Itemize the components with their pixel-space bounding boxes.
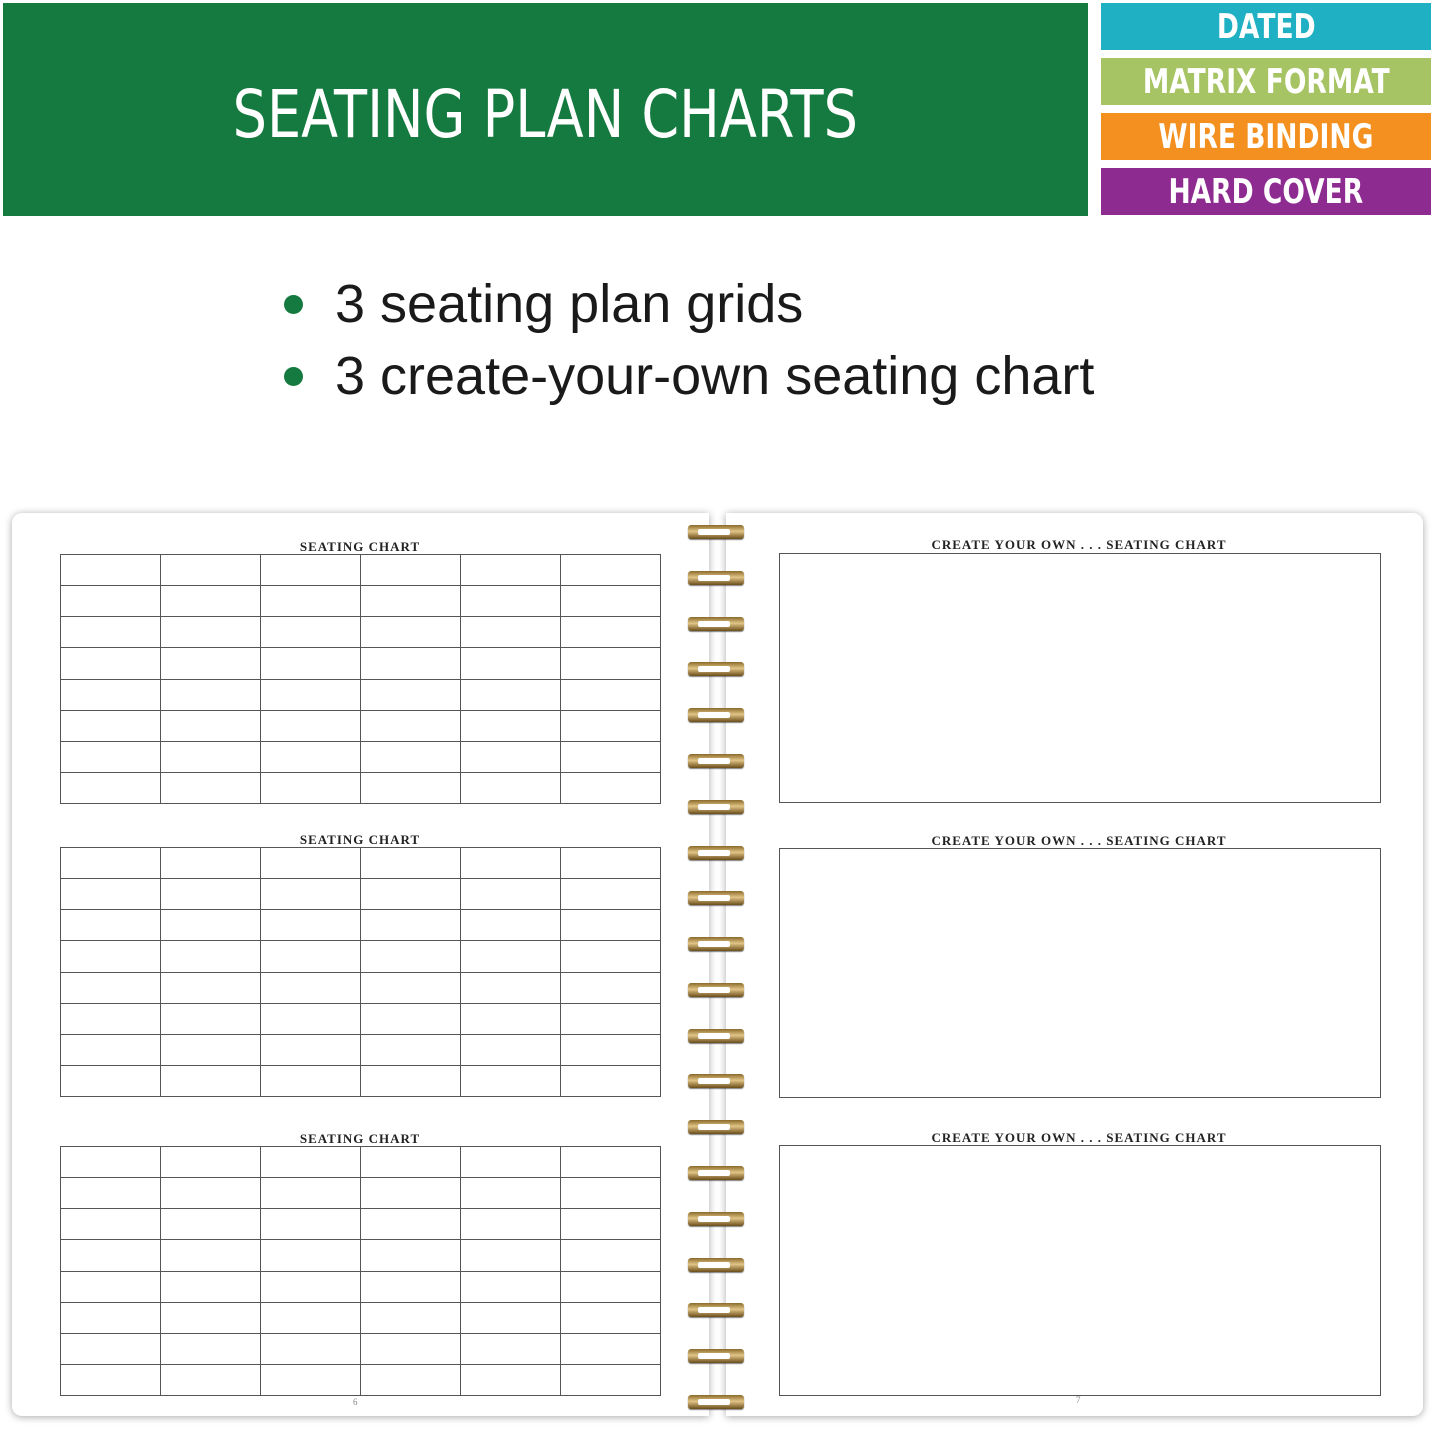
grid-cell [261,617,361,648]
grid-cell [461,848,561,879]
grid-row [61,1034,661,1065]
create-your-own-title: CREATE YOUR OWN . . . SEATING CHART [931,833,1227,848]
grid-cell [361,555,461,586]
grid-cell [361,679,461,710]
grid-cell [261,848,361,879]
grid-cell [561,555,661,586]
grid-cell [361,617,461,648]
grid-row [61,648,661,679]
grid-row [61,972,661,1003]
grid-cell [261,879,361,910]
grid-cell [261,710,361,741]
seating-chart-title: SEATING CHART [299,1131,421,1146]
grid-row [61,941,661,972]
grid-cell [461,741,561,772]
banner-title: SEATING PLAN CHARTS [232,76,859,153]
grid-cell [61,1333,161,1364]
grid-cell [61,617,161,648]
grid-cell [361,972,461,1003]
grid-cell [261,1178,361,1209]
grid-cell [161,848,261,879]
grid-cell [61,879,161,910]
spiral-coil-icon [686,523,750,543]
grid-cell [161,1003,261,1034]
grid-cell [161,555,261,586]
grid-cell [161,1364,261,1395]
grid-cell [561,848,661,879]
grid-cell [561,1178,661,1209]
seating-grid [60,847,661,1097]
grid-cell [561,910,661,941]
grid-cell [361,1364,461,1395]
grid-cell [461,1209,561,1240]
grid-cell [361,1333,461,1364]
spiral-coil-icon [686,706,750,726]
spiral-coil-icon [686,798,750,818]
grid-cell [361,648,461,679]
grid-row [61,1240,661,1271]
feature-list [280,268,1094,412]
grid-cell [461,941,561,972]
grid-cell [361,910,461,941]
grid-cell [561,1364,661,1395]
grid-cell [461,648,561,679]
grid-cell [161,710,261,741]
grid-cell [61,1178,161,1209]
grid-cell [61,1065,161,1096]
grid-cell [161,741,261,772]
grid-cell [361,1302,461,1333]
grid-cell [461,679,561,710]
grid-cell [261,1209,361,1240]
grid-cell [61,848,161,879]
grid-row [61,679,661,710]
grid-cell [161,1147,261,1178]
grid-row [61,741,661,772]
grid-cell [161,1034,261,1065]
spiral-coil-icon [686,660,750,680]
grid-cell [461,1034,561,1065]
grid-row [61,586,661,617]
grid-cell [561,617,661,648]
grid-cell [61,648,161,679]
grid-cell [561,586,661,617]
grid-cell [61,1147,161,1178]
feature-item [280,340,1094,412]
grid-cell [261,1065,361,1096]
grid-cell [161,1271,261,1302]
grid-cell [161,679,261,710]
grid-cell [461,1003,561,1034]
grid-cell [461,972,561,1003]
header-banner [3,3,1088,216]
seating-chart-title: SEATING CHART [299,539,421,554]
grid-cell [361,1003,461,1034]
grid-row [61,1209,661,1240]
grid-row [61,1302,661,1333]
grid-row [61,710,661,741]
grid-cell [361,772,461,803]
grid-cell [161,586,261,617]
grid-row [61,1003,661,1034]
grid-row [61,772,661,803]
grid-cell [361,1240,461,1271]
grid-cell [261,1147,361,1178]
grid-cell [461,1178,561,1209]
grid-row [61,879,661,910]
grid-cell [361,1147,461,1178]
grid-cell [361,586,461,617]
grid-cell [61,555,161,586]
grid-cell [261,1364,361,1395]
wire-binding-spiral [686,525,750,1405]
grid-cell [561,1065,661,1096]
feature-item-text: 3 create-your-own seating chart [335,346,1095,406]
badge-wire-binding: WIRE BINDING [1101,113,1431,160]
grid-cell [461,910,561,941]
grid-cell [461,1147,561,1178]
grid-cell [61,741,161,772]
spiral-coil-icon [686,981,750,1001]
spiral-coil-icon [686,615,750,635]
grid-cell [61,586,161,617]
bullet-dot-icon [284,295,303,314]
grid-cell [561,1302,661,1333]
grid-row [61,1065,661,1096]
grid-cell [461,879,561,910]
grid-cell [61,941,161,972]
grid-cell [361,879,461,910]
grid-cell [161,1240,261,1271]
grid-row [61,617,661,648]
spiral-coil-icon [686,1118,750,1138]
create-your-own-box [779,553,1381,803]
grid-cell [161,1333,261,1364]
grid-cell [261,1034,361,1065]
grid-cell [261,741,361,772]
grid-cell [161,1178,261,1209]
spiral-coil-icon [686,1210,750,1230]
grid-cell [261,1240,361,1271]
seating-chart-title: SEATING CHART [299,832,421,847]
grid-cell [461,1240,561,1271]
grid-cell [561,879,661,910]
grid-cell [361,1178,461,1209]
grid-cell [561,1333,661,1364]
grid-row [61,1271,661,1302]
grid-cell [461,772,561,803]
grid-cell [161,617,261,648]
grid-cell [161,1065,261,1096]
grid-cell [261,1271,361,1302]
grid-cell [61,772,161,803]
grid-cell [461,1271,561,1302]
grid-cell [61,1209,161,1240]
grid-cell [161,879,261,910]
grid-cell [561,741,661,772]
grid-cell [61,679,161,710]
feature-badges [1101,3,1431,223]
planner-right-page [726,513,1423,1416]
grid-cell [561,1240,661,1271]
grid-cell [361,1209,461,1240]
badge-matrix-format: MATRIX FORMAT [1101,58,1431,105]
spiral-coil-icon [686,1301,750,1321]
page-number: 7 [1076,1395,1081,1405]
feature-item-text: 3 seating plan grids [335,274,804,334]
grid-cell [161,972,261,1003]
grid-cell [461,1065,561,1096]
grid-cell [361,941,461,972]
seating-grid [60,1146,661,1396]
grid-row [61,1333,661,1364]
grid-cell [361,710,461,741]
grid-cell [261,941,361,972]
grid-cell [261,648,361,679]
grid-cell [461,586,561,617]
grid-cell [261,1333,361,1364]
grid-cell [61,1240,161,1271]
grid-cell [361,1034,461,1065]
spiral-coil-icon [686,889,750,909]
grid-cell [161,941,261,972]
spiral-coil-icon [686,844,750,864]
grid-cell [361,741,461,772]
grid-cell [561,1034,661,1065]
grid-cell [561,1003,661,1034]
grid-cell [261,972,361,1003]
spiral-coil-icon [686,1256,750,1276]
grid-cell [461,1302,561,1333]
spiral-coil-icon [686,1164,750,1184]
grid-cell [261,679,361,710]
grid-cell [461,555,561,586]
grid-cell [261,1302,361,1333]
grid-row [61,1364,661,1395]
spiral-coil-icon [686,1393,750,1413]
bullet-dot-icon [284,367,303,386]
grid-cell [561,941,661,972]
grid-cell [561,772,661,803]
create-your-own-box [779,1145,1381,1396]
spiral-coil-icon [686,1347,750,1367]
grid-cell [361,848,461,879]
grid-cell [61,1271,161,1302]
grid-cell [61,1364,161,1395]
grid-row [61,555,661,586]
grid-cell [61,910,161,941]
grid-cell [61,1003,161,1034]
grid-cell [561,679,661,710]
grid-cell [561,1271,661,1302]
grid-cell [461,710,561,741]
badge-hard-cover: HARD COVER [1101,168,1431,215]
grid-cell [561,1209,661,1240]
create-your-own-title: CREATE YOUR OWN . . . SEATING CHART [931,1130,1227,1145]
grid-cell [61,710,161,741]
grid-row [61,910,661,941]
grid-cell [561,972,661,1003]
create-your-own-box [779,848,1381,1098]
spiral-coil-icon [686,569,750,589]
grid-row [61,1178,661,1209]
grid-cell [161,1302,261,1333]
grid-cell [561,1147,661,1178]
grid-cell [261,555,361,586]
grid-cell [161,648,261,679]
grid-cell [161,910,261,941]
planner-left-page [12,513,709,1416]
grid-row [61,848,661,879]
grid-cell [261,1003,361,1034]
grid-cell [361,1065,461,1096]
grid-cell [261,586,361,617]
badge-dated: DATED [1101,3,1431,50]
grid-cell [61,1302,161,1333]
seating-grid [60,554,661,804]
grid-cell [61,1034,161,1065]
spiral-coil-icon [686,752,750,772]
grid-cell [461,1333,561,1364]
grid-cell [561,710,661,741]
grid-cell [261,910,361,941]
grid-cell [261,772,361,803]
grid-cell [461,617,561,648]
grid-cell [61,972,161,1003]
grid-cell [361,1271,461,1302]
spiral-coil-icon [686,1027,750,1047]
create-your-own-title: CREATE YOUR OWN . . . SEATING CHART [931,537,1227,552]
grid-row [61,1147,661,1178]
grid-cell [461,1364,561,1395]
page-number: 6 [353,1397,358,1407]
feature-item [280,268,1094,340]
spiral-coil-icon [686,1072,750,1092]
grid-cell [161,772,261,803]
spiral-coil-icon [686,935,750,955]
grid-cell [561,648,661,679]
grid-cell [161,1209,261,1240]
